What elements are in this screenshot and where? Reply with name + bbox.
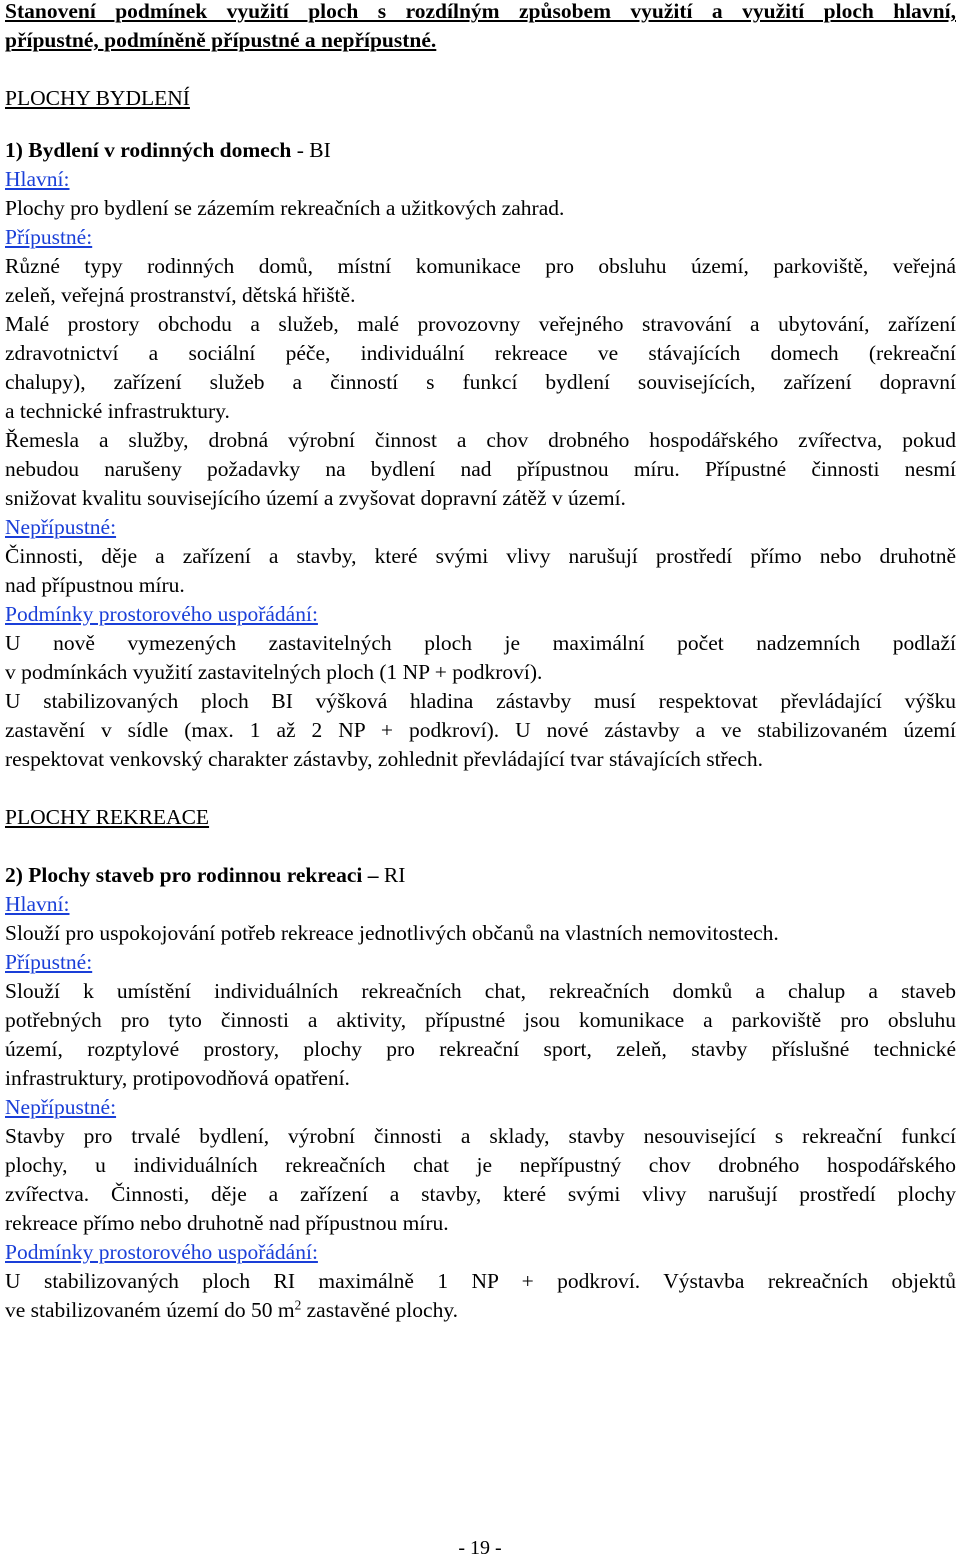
bi-pripustne-line: Různé typy rodinných domů, místní komunikace pro obsluhu území, parkoviště, veřejná [5,254,956,278]
ri-nepripustne-line: Stavby pro trvalé bydlení, výrobní činnosti a sklady, stavby nesouvisející s rekreační funkcí [5,1124,956,1148]
bi-hlavni-label: Hlavní: [5,167,70,191]
subsection-ri-code: RI [383,863,406,887]
bi-pripustne-line: zdravotnictví a sociální péče, individuální rekreace ve stávajících domech (rekreační [5,341,956,365]
ri-area-text-pre: ve stabilizovaném území do 50 m [5,1298,295,1322]
subsection-title-ri [5,861,956,890]
bi-pripustne-label: Přípustné: [5,225,93,249]
ri-podminky-label: Podmínky prostorového uspořádání: [5,1240,318,1264]
bi-podminky-line: U nově vymezených zastavitelných ploch je maximální počet nadzemních podlaží [5,631,956,655]
ri-pripustne-line: Slouží k umístění individuálních rekreačních chat, rekreačních domků a chalup a staveb [5,979,956,1003]
bi-pripustne-line: Malé prostory obchodu a služeb, malé provozovny veřejného stravování a ubytování, zařízení [5,312,956,336]
ri-nepripustne-line: plochy, u individuálních rekreačních chat je nepřípustný chov drobného hospodářského [5,1153,956,1177]
subsection-bi-name: 1) Bydlení v rodinných domech [5,138,292,162]
ri-podminky-line: U stabilizovaných ploch RI maximálně 1 NP + podkroví. Výstavba rekreačních objektů [5,1269,956,1293]
document-heading-line-1: Stanovení podmínek využití ploch s rozdílným způsobem využití a využití ploch hlavní, [5,0,956,23]
page-number: - 19 - [458,1537,502,1559]
ri-area-superscript: 2 [294,1297,302,1313]
ri-nepripustne-label: Nepřípustné: [5,1095,117,1119]
ri-hlavni-label: Hlavní: [5,892,70,916]
bi-podminky-line: U stabilizovaných ploch BI výšková hladina zástavby musí respektovat převládající výšku [5,689,956,713]
bi-pripustne-line: snižovat kvalitu souvisejícího území a zvyšovat dopravní zátěž v území. [5,486,626,510]
bi-pripustne-line: Řemesla a služby, drobná výrobní činnost a chov drobného hospodářského zvířectva, pokud [5,428,956,452]
subsection-bi-code: - BI [291,138,331,162]
ri-pripustne-line: území, rozptylové prostory, plochy pro rekreační sport, zeleň, stavby příslušné technické [5,1037,956,1061]
subsection-ri-name: 2) Plochy staveb pro rodinnou rekreaci – [5,863,384,887]
ri-podminky-line-area [5,1296,956,1325]
subsection-title-bi [5,136,956,165]
ri-hlavni-text: Slouží pro uspokojování potřeb rekreace jednotlivých občanů na vlastních nemovitostech. [5,921,779,945]
ri-pripustne-label: Přípustné: [5,950,93,974]
ri-pripustne-line: infrastruktury, protipovodňová opatření. [5,1066,350,1090]
bi-podminky-line: v podmínkách využití zastavitelných ploch (1 NP + podkroví). [5,660,543,684]
bi-podminky-label: Podmínky prostorového uspořádání: [5,602,318,626]
bi-podminky-line: respektovat venkovský charakter zástavby, zohlednit převládající tvar stávajících střech. [5,747,763,771]
ri-nepripustne-line: rekreace přímo nebo druhotně nad přípustnou míru. [5,1211,449,1235]
document-heading-line-2: přípustné, podmíněně přípustné a nepřípustné. [5,28,437,52]
section-title-bydleni: PLOCHY BYDLENÍ [5,86,190,110]
bi-pripustne-line: a technické infrastruktury. [5,399,230,423]
section-title-rekreace: PLOCHY REKREACE [5,805,210,829]
bi-nepripustne-line: nad přípustnou míru. [5,573,185,597]
bi-pripustne-line: nebudou narušeny požadavky na bydlení nad přípustnou míru. Přípustné činnosti nesmí [5,457,956,481]
bi-hlavni-text: Plochy pro bydlení se zázemím rekreačních a užitkových zahrad. [5,196,565,220]
bi-podminky-line: zastavění v sídle (max. 1 až 2 NP + podkroví). U nové zástavby a ve stabilizovaném území [5,718,956,742]
bi-pripustne-line: zeleň, veřejná prostranství, dětská hřiště. [5,283,356,307]
ri-area-text-post: zastavěné plochy. [301,1298,459,1322]
bi-pripustne-line: chalupy), zařízení služeb a činností s funkcí bydlení souvisejících, zařízení dopravní [5,370,956,394]
ri-nepripustne-line: zvířectva. Činnosti, děje a zařízení a stavby, které svými vlivy narušují prostředí plochy [5,1182,956,1206]
ri-pripustne-line: potřebných pro tyto činnosti a aktivity, přípustné jsou komunikace a parkoviště pro obsluhu [5,1008,956,1032]
bi-nepripustne-label: Nepřípustné: [5,515,117,539]
bi-nepripustne-line: Činnosti, děje a zařízení a stavby, které svými vlivy narušují prostředí přímo nebo druhotně [5,544,956,568]
